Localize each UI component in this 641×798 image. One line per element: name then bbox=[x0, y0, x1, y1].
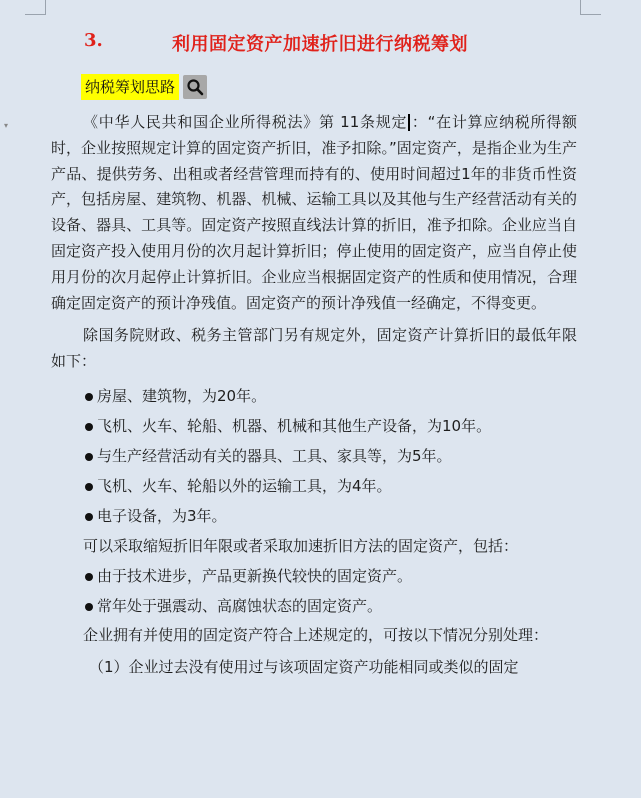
list-item bbox=[51, 561, 577, 591]
list-item-text: 常年处于强震动、高腐蚀状态的固定资产。 bbox=[97, 596, 383, 615]
paragraph-min-years: 除国务院财政、税务主管部门另有规定外，固定资产计算折旧的最低年限如下： bbox=[51, 326, 577, 371]
text-cursor bbox=[408, 114, 410, 131]
list-item-text: 电子设备，为3年。 bbox=[97, 506, 227, 525]
list-item-text: 由于技术进步，产品更新换代较快的固定资产。 bbox=[97, 566, 413, 585]
paragraph-text: ：“在计算应纳税所得额时，企业按照规定计算的固定资产折旧，准予扣除。”固定资产，是指企业为生产产品、提供劳务、出租或者经营管理而持有的、使用时间超过1年的非货币性资产，包括房屋、建筑物、机器、机械、运输工具以及其他与生产经营活动有关的设备、器具、工具等。固定资产按照直线法计算的折旧，准予扣除。企业应当自固定资产投入使用月份的次月起计算折旧；停止使用的固定资产，应当自停止使用月份的次月起停止计算折旧。企业应当根据固定资产的性质和使用情况，合理确定固定资产的预计净残值。固定资产的预计净残值一经确定，不得变更。 bbox=[51, 113, 577, 312]
crop-mark-top-left bbox=[25, 0, 46, 15]
bullet-list-accelerated bbox=[51, 561, 577, 621]
paragraph-accelerated: 可以采取缩短折旧年限或者采取加速折旧方法的固定资产，包括： bbox=[83, 536, 519, 555]
paragraph-handling: 企业拥有并使用的固定资产符合上述规定的，可按以下情况分别处理： bbox=[83, 625, 549, 644]
highlighted-tag: 纳税筹划思路 bbox=[81, 74, 179, 100]
section-title: 利用固定资产加速折旧进行纳税筹划 bbox=[172, 34, 468, 55]
list-item-text: 飞机、火车、轮船、机器、机械和其他生产设备，为10年。 bbox=[97, 416, 492, 435]
list-item bbox=[51, 381, 577, 411]
list-item bbox=[51, 441, 577, 471]
bullet-list-min-years bbox=[51, 381, 577, 531]
paragraph-marker-icon: ▾ bbox=[4, 121, 9, 130]
list-item bbox=[51, 501, 577, 531]
paragraph-tax-law bbox=[51, 110, 577, 316]
paragraph-text: 《中华人民共和国企业所得税法》第 11条规定 bbox=[83, 113, 408, 131]
list-item-text: 房屋、建筑物，为20年。 bbox=[97, 386, 267, 405]
search-icon bbox=[186, 78, 204, 96]
list-item-text: 飞机、火车、轮船以外的运输工具，为4年。 bbox=[97, 476, 392, 495]
list-item-text: 与生产经营活动有关的器具、工具、家具等，为5年。 bbox=[97, 446, 452, 465]
paragraph-case-1: （1）企业过去没有使用过与该项固定资产功能相同或类似的固定 bbox=[89, 657, 519, 676]
search-button[interactable] bbox=[183, 75, 207, 99]
list-item bbox=[51, 411, 577, 441]
crop-mark-top-right bbox=[580, 0, 601, 15]
list-item bbox=[51, 591, 577, 621]
section-number: 3. bbox=[84, 30, 103, 51]
tag-row bbox=[81, 74, 207, 100]
document-body bbox=[51, 110, 577, 681]
list-item bbox=[51, 471, 577, 501]
section-heading bbox=[84, 30, 604, 54]
